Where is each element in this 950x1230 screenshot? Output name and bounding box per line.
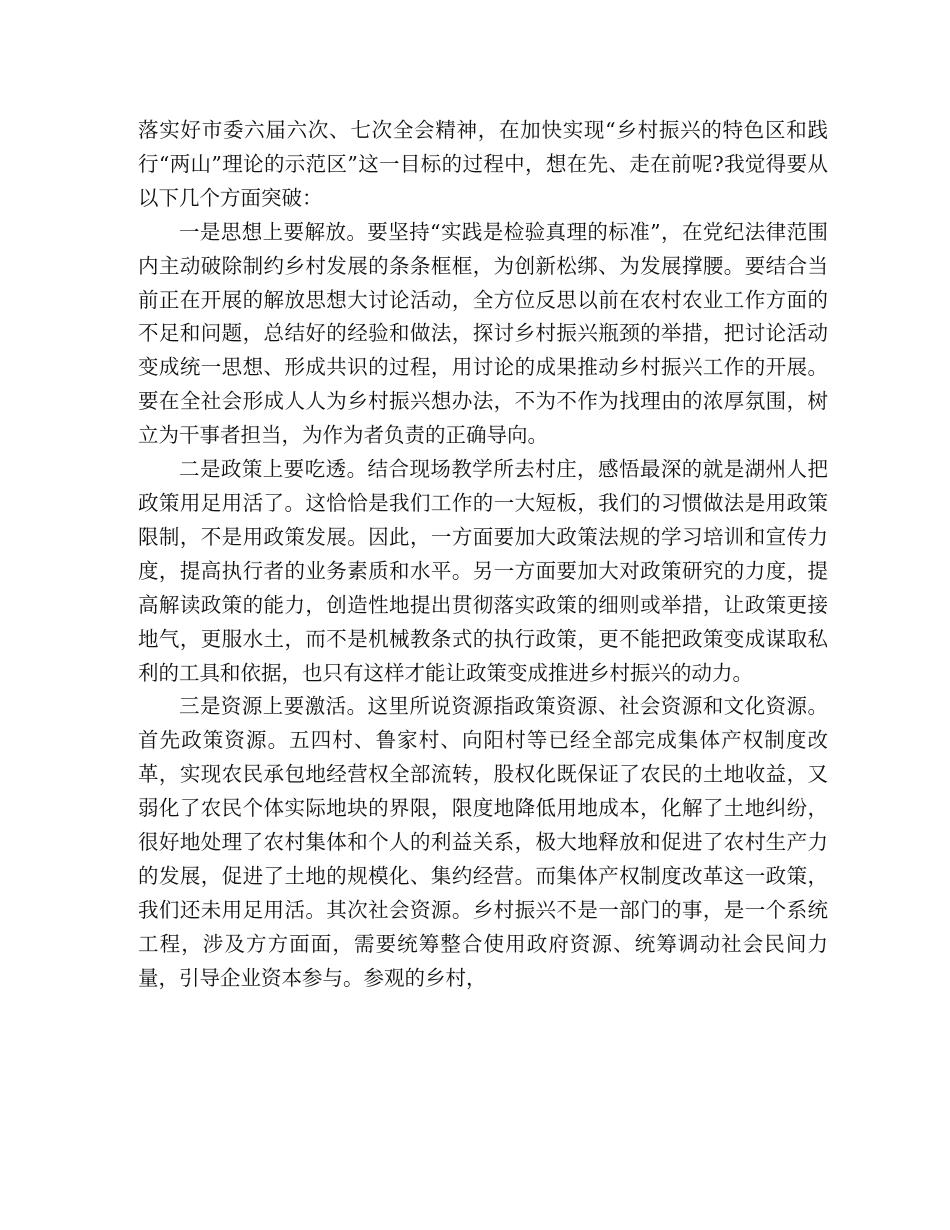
paragraph-policy: 二是政策上要吃透。结合现场教学所去村庄，感悟最深的就是湖州人把政策用足用活了。这恰恰是我们工作的一大短板，我们的习惯做法是用政策限制，不是用政策发展。因此，一方面要加大政策法规的学习培训和宣传力度，提高执行者的业务素质和水平。另一方面要加大对政策研究的力度，提高解读政策的能力，创造性地提出贯彻落实政策的细则或举措，让政策更接地气，更服水土，而不是机械教条式的执行政策，更不能把政策变成谋取私利的工具和依据，也只有这样才能让政策变成推进乡村振兴的动力。 xyxy=(138,457,828,685)
paragraph-thinking: 一是思想上要解放。要坚持“实践是检验真理的标准”，在党纪法律范围内主动破除制约乡村发展的条条框框，为创新松绑、为发展撑腰。要结合当前正在开展的解放思想大讨论活动，全方位反思以前在农村农业工作方面的不足和问题，总结好的经验和做法，探讨乡村振兴瓶颈的举措，把讨论活动变成统一思想、形成共识的过程，用讨论的成果推动乡村振兴工作的开展。要在全社会形成人人为乡村振兴想办法，不为不作为找理由的浓厚氛围，树立为干事者担当，为作为者负责的正确导向。 xyxy=(138,219,828,448)
document-body xyxy=(138,114,828,996)
paragraph-resources: 三是资源上要激活。这里所说资源指政策资源、社会资源和文化资源。首先政策资源。五四村、鲁家村、向阳村等已经全部完成集体产权制度改革，实现农民承包地经营权全部流转，股权化既保证了农民的土地收益，又弱化了农民个体实际地块的界限，限度地降低用地成本，化解了土地纠纷，很好地处理了农村集体和个人的利益关系，极大地释放和促进了农村生产力的发展，促进了土地的规模化、集约经营。而集体产权制度改革这一政策，我们还未用足用活。其次社会资源。乡村振兴不是一部门的事，是一个系统工程，涉及方方面面，需要统筹整合使用政府资源、统筹调动社会民间力量，引导企业资本参与。参观的乡村， xyxy=(138,694,828,990)
paragraph-intro: 落实好市委六届六次、七次全会精神，在加快实现“乡村振兴的特色区和践行“两山”理论的示范区”这一目标的过程中，想在先、走在前呢?我觉得要从以下几个方面突破： xyxy=(138,118,828,210)
